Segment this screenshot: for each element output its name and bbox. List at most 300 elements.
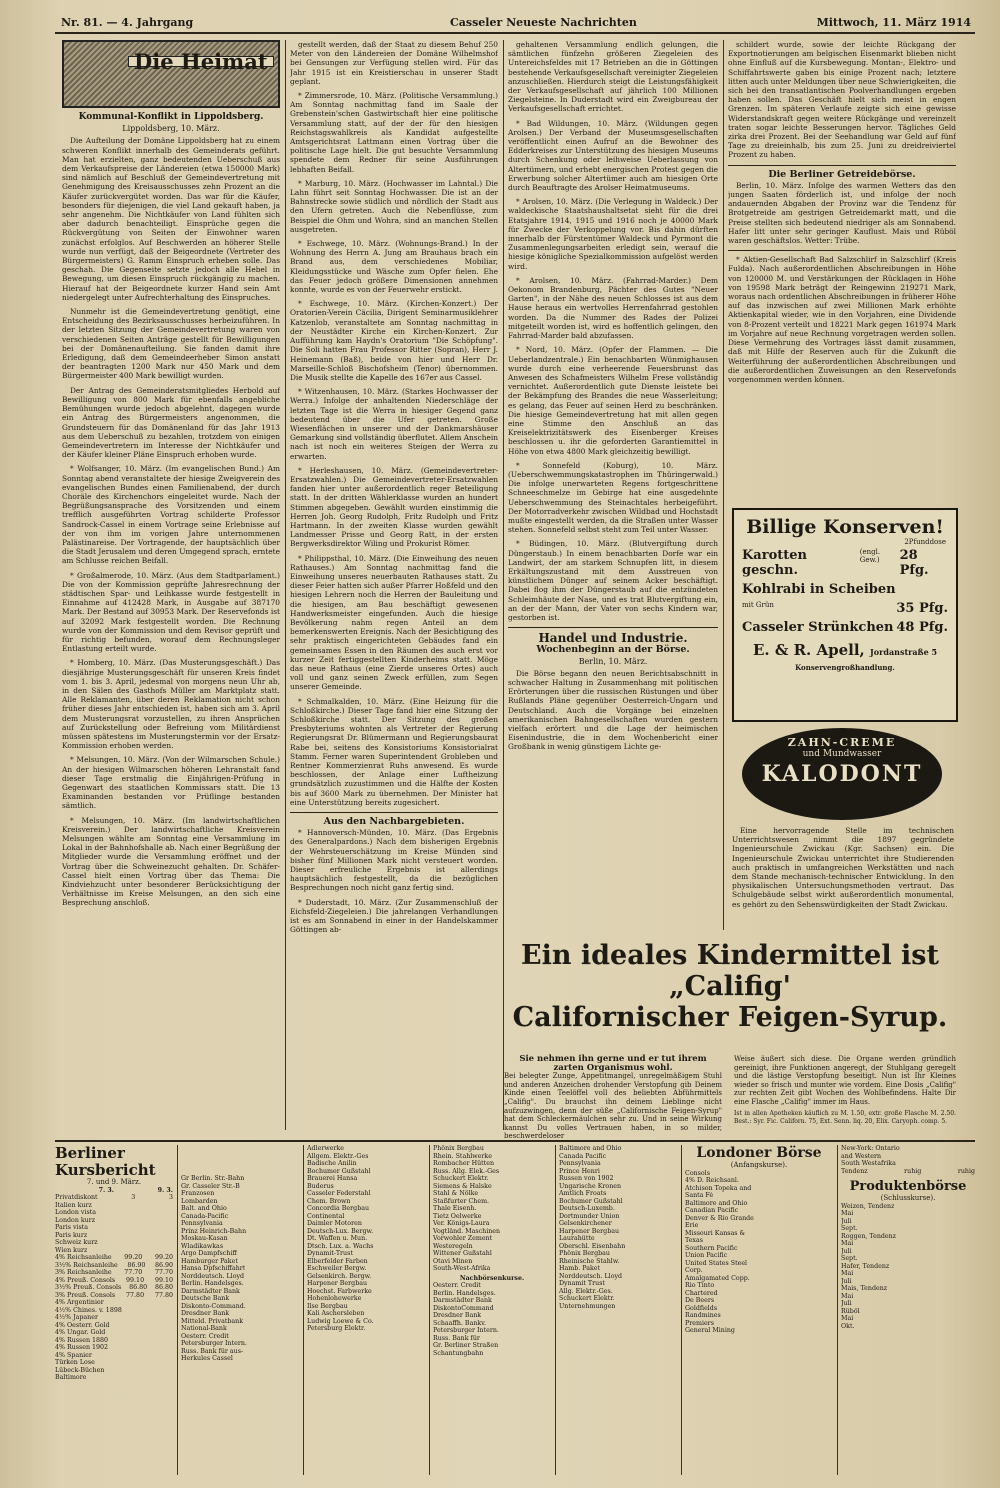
market-row-value [170, 1359, 173, 1367]
paragraph: * Zimmersrode, 10. März. (Politische Versammlung.) Am Sonntag nachmittag fand im Saale der Grebenstein'schen Gastwirtschaft hier eine politische Versammlung statt, auf der der für den hiesigen Reichstagswahlkreis als Kandidat aufgestellte Amtsgerichtsrat Lattmann einen Vortrag über die politische Lage hielt. Die gut besuchte Versammlung spendete dem Redner für seine Ausführungen lebhaften Beifall. [290, 91, 498, 174]
market-row [685, 1290, 833, 1298]
market-row [181, 1288, 299, 1296]
paragraph: Der Antrag des Gemeinderatsmitgliedes Herbold auf Bewilligung von 800 Mark für ebenfalls angebliche Bemühungen wurde jedoch abgelehnt, dagegen wurde ein Antrag des Bürgermeisters angenommen, die Grundsteuern für das Domänenland für das Jahr 1913 aus dem Ueberschuß zu bezahlen, trotzdem von einigen Gemeindevertretern im Interesse der Nichtkäufer und der Käufer kleiner Pläne Einspruch erhoben wurde. [62, 385, 280, 460]
market-row-name: 3% Reichsanleihe [55, 1269, 112, 1276]
market-row [307, 1160, 425, 1168]
market-row [685, 1267, 833, 1275]
market-row-name: Westeregeln [433, 1242, 473, 1250]
market-row-name: South-West-Afrika [433, 1265, 491, 1272]
market-row [685, 1260, 833, 1268]
market-row-name: Berlin. Handelsges. [181, 1280, 244, 1287]
market-row [307, 1273, 425, 1281]
market-row [307, 1175, 425, 1183]
market-row-name: Badische Anilin [307, 1160, 357, 1167]
market-row-value [390, 1295, 393, 1303]
paragraph: * Melsungen, 10. März. (Von der Wilmarschen Schule.) An der hiesigen Wilmarschen höheren Lehranstalt fand dieser Tage erstmalig die Einjährigen-Prüfung in Gegenwart des staatlichen Kommissars statt. Die 13 Examinanden bestanden vor Prüflinge bestanden sämtlich. [62, 755, 280, 811]
market-row-value [258, 1243, 261, 1251]
market-row-value: 99.20 [124, 1254, 143, 1261]
market-row-value [674, 1213, 677, 1221]
market-row-name: 4% Ungar. Gold [55, 1329, 106, 1336]
market-row-value [770, 1320, 773, 1328]
market-row-value [674, 1160, 677, 1168]
market-row [433, 1160, 551, 1168]
market-row-value [645, 1258, 648, 1266]
column-divider [723, 40, 724, 930]
market-row [685, 1192, 833, 1200]
produkten-sub: (Schlusskurse). [880, 1194, 936, 1202]
ad-headline: Billige Konserven! [746, 516, 944, 538]
market-row-name: Oesterr. Credit [433, 1282, 481, 1289]
market-row-name: Deutsch-Lux. Bergw. [307, 1227, 374, 1235]
market-row-value [513, 1282, 516, 1290]
market-row-value: 99.20 [154, 1254, 173, 1261]
market-row-value [422, 1153, 425, 1161]
market-row [841, 1263, 975, 1271]
market-row-value [972, 1285, 975, 1293]
market-row-name: Juli [841, 1217, 852, 1225]
market-row [685, 1230, 833, 1238]
market-row-value [270, 1340, 273, 1348]
market-row-value [636, 1160, 639, 1168]
market-divider [177, 1145, 178, 1475]
market-row-value [296, 1355, 299, 1363]
column-4-bottom [732, 826, 954, 934]
market-row-name: Pennsylvania [181, 1220, 223, 1227]
market-row-name: Allg. Elektr.-Ges. [559, 1287, 613, 1295]
market-row [307, 1228, 425, 1236]
market-row [181, 1265, 299, 1273]
market-row-value [674, 1243, 677, 1251]
market-row-name: Canadian Pacific [685, 1207, 739, 1214]
market-row-value [972, 1240, 975, 1248]
market-row [559, 1258, 677, 1266]
market-row-value [296, 1288, 299, 1296]
market-row-name: Stahl & Nölke [433, 1190, 479, 1197]
market-row [433, 1305, 551, 1313]
market-divider [303, 1145, 304, 1475]
califig-headline-2: Californischer Feigen-Syrup. [512, 1002, 948, 1033]
market-row [559, 1160, 677, 1168]
ad-item [734, 618, 956, 637]
market-row-value [422, 1318, 425, 1326]
market-row-name: Baltimore [55, 1374, 87, 1381]
market-row-value [972, 1210, 975, 1218]
market-row-value [910, 1300, 913, 1308]
market-row [559, 1190, 677, 1198]
market-row-value [170, 1299, 173, 1307]
market-row-name: 4½% Chines. v. 1898 [55, 1306, 122, 1314]
market-row-value [642, 1175, 645, 1183]
market-row [559, 1265, 677, 1273]
market-row-value [548, 1320, 551, 1328]
market-row-name: Corp. [685, 1267, 703, 1274]
market-row-name: Texas [685, 1237, 703, 1244]
market-row [841, 1240, 975, 1248]
market-row [685, 1327, 833, 1335]
market-row-name: Bochumer Gußstahl [559, 1197, 623, 1205]
market-row-value [912, 1323, 915, 1331]
market-row-name: Hoechst. Farbwerke [307, 1287, 372, 1295]
market-row-name: Russ. Bank für [433, 1334, 480, 1342]
market-row [841, 1285, 975, 1293]
market-row-name: Hohenlohewerke [307, 1295, 362, 1302]
market-row-value [972, 1255, 975, 1263]
market-row-name: Herkules Cassel [181, 1355, 233, 1362]
market-row-value [830, 1237, 833, 1245]
market-row-value [138, 1337, 141, 1345]
market-row-name: Dortmunder Union [559, 1212, 620, 1220]
market-row [559, 1220, 677, 1228]
market-row-value [548, 1228, 551, 1236]
market-row [841, 1210, 975, 1218]
market-row-name: and Western [841, 1152, 882, 1160]
market-row-value [422, 1168, 425, 1176]
market-row-value [511, 1205, 514, 1213]
market-row-value [296, 1228, 299, 1236]
market-row-value [830, 1305, 833, 1313]
kurs-rows [55, 1194, 173, 1382]
nachboerse-title: Nachbörsenkurse. [459, 1274, 525, 1282]
market-row [181, 1280, 299, 1288]
market-row [55, 1307, 173, 1315]
market-row-value [131, 1217, 134, 1225]
market-row-value [395, 1190, 398, 1198]
market-row [307, 1183, 425, 1191]
heimat-logo [62, 40, 280, 108]
market-row-value [422, 1228, 425, 1236]
market-row-name: Mai [841, 1315, 854, 1322]
paragraph: Eine hervorragende Stelle im technischen Unterrichtswesen nimmt die 1897 gegründete Ingenieurschule Zwickau (Kgr. Sachsen) ein. Die Ingenieurschule Zwickau unterrichtet ihre Studierenden auch praktisch in umfangreichen Werkstätten und nach dem Stande mechanisch-technischer Entwicklung. In den physikalischen Untersuchungsmethoden vertraut. Das Schulgebäude selbst wirkt außerordentlich monumental, es gehört zu den Sehenswürdigkeiten der Stadt Zwickau. [732, 826, 954, 909]
market-row-value [296, 1250, 299, 1258]
market-row [55, 1299, 173, 1307]
market-row-value [422, 1250, 425, 1258]
market-row-name: Lombarden [181, 1197, 218, 1205]
market-row-name: Rombacher Hütten [433, 1160, 494, 1167]
market-row-value [830, 1260, 833, 1268]
market-row [307, 1243, 425, 1251]
market-row-value [830, 1282, 833, 1290]
market-row-value [765, 1267, 768, 1275]
market-row [433, 1220, 551, 1228]
paragraph: * Marburg, 10. März. (Hochwasser im Lahntal.) Die Lahn führt seit Sonntag Hochwasser. Die ist an der Bahnstrecke sowie südlich und nördlich der Stadt aus den Ufern getreten. Auch die Nebenflüsse, zum Beispiel die Ohm und Wohra, sind an manchen Stellen ausgetreten. [290, 178, 498, 234]
market-row [433, 1250, 551, 1258]
market-row-value [513, 1213, 516, 1221]
market-row-name: Balt. and Ohio [181, 1205, 227, 1212]
market-row-value [548, 1335, 551, 1343]
market-row-name: Prinz Heinrich-Bahn [181, 1227, 247, 1235]
market-row-value [135, 1299, 138, 1307]
market-row-name: Gr. Casseler Str.-B [181, 1182, 240, 1190]
market-row-value [830, 1312, 833, 1320]
market-row-value [128, 1224, 131, 1232]
market-row-value [422, 1160, 425, 1168]
market-row-name: Otavi Minen [433, 1257, 473, 1265]
market-row-value [422, 1198, 425, 1206]
market-row-value [972, 1225, 975, 1233]
market-row-value [265, 1250, 268, 1258]
market-row-value [636, 1265, 639, 1273]
market-row-value [548, 1282, 551, 1290]
market-row-value [393, 1258, 396, 1266]
market-row-value [296, 1220, 299, 1228]
market-row-value [647, 1273, 650, 1281]
market-row-value [830, 1177, 833, 1185]
market-row-name: Eschweiler Bergw. [307, 1265, 367, 1272]
market-row-value [376, 1183, 379, 1191]
market-row-name: Rhein. Stahlwerke [433, 1152, 492, 1160]
market-row-name: Santa Fé [685, 1192, 714, 1199]
market-row-name: Chartered [685, 1289, 718, 1297]
market-row-value [933, 1233, 936, 1241]
market-row [433, 1145, 551, 1153]
market-row-value [548, 1297, 551, 1305]
market-row-value [296, 1243, 299, 1251]
market-row-value [386, 1250, 389, 1258]
market-row-value [170, 1202, 173, 1210]
market-row [181, 1235, 299, 1243]
paragraph: * Sonnefeld (Koburg), 10. März. (Ueberschwemmungskatastrophen im Thüringerwald.) Die infolge unerwarteten Regens fortgeschrittene Schneeschmelze im Gebirge hat eine ausgedehnte Ueberschwemmung des Steinachtales herbeigeführt. Der Motorradverkehr zwischen Wildbad und Hochstadt mußte eingestellt werden, da die Straßen unter Wasser stehen. Sonnefeld selbst steht zum Teil unter Wasser. [508, 460, 718, 535]
section-title: Handel und Industrie. [538, 631, 688, 646]
market-row-name: 3½% Reichsanleihe [55, 1261, 118, 1269]
market-row-value [269, 1303, 272, 1311]
market-row-name: Italien kurz [55, 1201, 92, 1209]
market-row-value [972, 1153, 975, 1161]
market-row-name: Norddeutsch. Lloyd [559, 1272, 623, 1280]
market-row [559, 1198, 677, 1206]
market-row-value [514, 1350, 517, 1358]
market-row-value [972, 1233, 975, 1241]
market-row-value [170, 1329, 173, 1337]
market-divider [681, 1145, 682, 1475]
market-row-name: Harpener Bergbau [559, 1227, 620, 1235]
market-row-value [422, 1183, 425, 1191]
market-row [433, 1213, 551, 1221]
market-row-value [254, 1190, 257, 1198]
market-row-name: Baltimore and Ohio [685, 1199, 748, 1207]
market-row-value [790, 1215, 793, 1223]
market-row [685, 1282, 833, 1290]
market-row [841, 1293, 975, 1301]
califig-subhead: Sie nehmen ihn gerne und er tut ihrem zarten Organismus wohl. [519, 1054, 707, 1073]
market-row-value [296, 1213, 299, 1221]
market-row [433, 1183, 551, 1191]
paragraph: * Großalmerode, 10. März. (Aus dem Stadtparlament.) Die von der Kommission geprüfte Jahresrechnung der städtischen Spar- und Leihkasse wurde festgestellt in Einnahme auf 412428 Mark, in Ausgabe auf 387170 Mark. Der Bestand auf 30953 Mark. Der Reservefonds ist auf 32092 Mark festgestellt worden. Die Rechnung wurde von der Kommission und dem Revisor geprüft und für richtig befunden, worauf dem Rechnungsleger Entlastung erteilt wurde. [62, 570, 280, 654]
market-row-value [422, 1273, 425, 1281]
market-row-name: Paris vista [55, 1224, 89, 1231]
market-row-value [170, 1344, 173, 1352]
market-row-value [674, 1228, 677, 1236]
market-row [55, 1352, 173, 1360]
market-row [685, 1305, 833, 1313]
market-row-name: Ilse Bergbau [307, 1302, 348, 1310]
market-row [181, 1318, 299, 1326]
market-row [433, 1153, 551, 1161]
market-row [433, 1327, 551, 1335]
market-row-name: Southern Pacific [685, 1244, 738, 1252]
paragraph: * Arolsen, 10. März. (Fahrrad-Marder.) Dem Oekonom Brandenburg, Pächter des Gutes "Neuer Garten", in der Nähe des neuen Schlosses ist aus dem Hause heraus ein wertvolles Herrenfahrrad gestohlen worden. Da die Nummer des Rades der Polizei mitgeteilt worden ist, wird es hoffentlich gelingen, den Fahrrad-Marder bald abzufassen. [508, 275, 718, 341]
market-row-name: Vogtländ. Maschinen [433, 1227, 501, 1235]
market-row-value [268, 1318, 271, 1326]
market-row-value [396, 1243, 399, 1251]
market-row [181, 1228, 299, 1236]
market-row-name: Sept. [841, 1225, 858, 1232]
market-row [559, 1205, 677, 1213]
produkten-title: Produktenbörse [849, 1179, 967, 1194]
ad-item-note: (engl. Gew.) [859, 548, 881, 564]
market-row-value [170, 1374, 173, 1382]
market-row-name: Wladikawkas [181, 1242, 224, 1250]
market-row-name: Petersburger Intern. [433, 1327, 499, 1334]
market-row-name: 4% Spanier [55, 1351, 92, 1359]
market-row-value [972, 1145, 975, 1153]
market-row-name: Vorwohler Zement [433, 1235, 493, 1242]
market-row-value [296, 1183, 299, 1191]
market-row-value [781, 1327, 784, 1335]
market-row [559, 1175, 677, 1183]
market-row [307, 1205, 425, 1213]
section-title: Aus den Nachbargebieten. [323, 816, 465, 828]
market-row-name: Weizen, Tendenz [841, 1202, 895, 1210]
issue-number: Nr. 81. — 4. Jahrgang [61, 16, 194, 29]
market-row-value [422, 1288, 425, 1296]
market-row-value [260, 1205, 263, 1213]
market-row-value [772, 1305, 775, 1313]
ad-firm-sub: Konservengroßhandlung. [795, 663, 895, 672]
market-row-name: Harpener Bergbau [307, 1280, 368, 1287]
market-row-name: Paris kurz [55, 1231, 88, 1239]
market-row-value [638, 1280, 641, 1288]
market-row-value [674, 1273, 677, 1281]
market-row [55, 1277, 173, 1285]
market-row-name: 4% Oesterr. Gold [55, 1321, 110, 1329]
section-rule [728, 165, 956, 166]
market-row-value [830, 1230, 833, 1238]
market-column-5 [559, 1145, 677, 1310]
market-row-value [972, 1323, 975, 1331]
market-row-name: Wien kurz [55, 1246, 88, 1254]
market-row-name: New-York: Ontario [841, 1145, 900, 1152]
market-row-value [913, 1255, 916, 1263]
market-row-value [383, 1303, 386, 1311]
market-row [559, 1183, 677, 1191]
market-row-value [422, 1258, 425, 1266]
market-row-value [422, 1280, 425, 1288]
market-row-value [512, 1335, 515, 1343]
market-row [433, 1235, 551, 1243]
market-row [559, 1243, 677, 1251]
market-row-value [830, 1200, 833, 1208]
column-1 [62, 40, 280, 1130]
konserven-advertisement [732, 508, 958, 722]
market-row-name: Prince Henri [559, 1167, 600, 1175]
market-row-value [170, 1217, 173, 1225]
market-row-name: Petersburg Elektr. [307, 1325, 366, 1332]
market-row-value [392, 1310, 395, 1318]
market-row-name: Canada Pacific [559, 1152, 607, 1160]
market-row-value [548, 1312, 551, 1320]
market-row [181, 1273, 299, 1281]
market-row-name: Bochumer Gußstahl [307, 1167, 371, 1175]
market-row-name: Randmines [685, 1312, 721, 1319]
market-row-name: Siemens & Halske [433, 1182, 492, 1190]
market-row-value [296, 1190, 299, 1198]
ad-item-name: Kohlrabi in Scheiben [742, 582, 896, 597]
london-rows [685, 1170, 833, 1335]
califig-advertisement [504, 940, 956, 1045]
kurs-col-label: 9. 3. [157, 1186, 173, 1194]
market-row-name: Hansa Dpfschiffahrt [181, 1265, 246, 1272]
market-row [433, 1243, 551, 1251]
market-row-name: Moskau-Kasan [181, 1235, 228, 1242]
paragraph: * Bad Wildungen, 10. März. (Wildungen gegen Arolsen.) Der Verband der Museumsgesellschaften veröffentlicht einen Aufruf an die Bewohner des Edderkreises zur Unterstützung des hiesigen Museums durch Schenkung oder leihweise Ueberlassung von Altertümern, und erhebt energischen Protest gegen die Erwerbung solcher Altertümer auch am hiesigen Orte durch Beauftragte des Arolser Heimatmuseums. [508, 118, 718, 193]
ad-item-price: 28 Pfg. [899, 548, 929, 578]
market-row-value [422, 1303, 425, 1311]
market-row-value [516, 1320, 519, 1328]
market-row [307, 1280, 425, 1288]
califig-left-text: Bei belegter Zunge, Appetitmangel, unregelmäßigem Stuhl und anderen Anzeichen drohender Verstopfung gib Deinem Kinde einen Teelöffel voll des beliebten Abführmittels „Califig". Du brauchst ihn deinem Lieblinge nicht aufzuzwingen, denn der süße „Californische Feigen-Syrup" hat dem Schleckermäulchen sehr zu. Und in seine Wirkung kannst Du volles Vertrauen haben, in so milder, beschwerdeloser [504, 1072, 722, 1141]
market-row-value [422, 1243, 425, 1251]
market-row [685, 1200, 833, 1208]
market-row-value [132, 1209, 135, 1217]
market-row-value [830, 1275, 833, 1283]
market-row-value [648, 1243, 651, 1251]
market-row [55, 1284, 173, 1292]
market-row-name: London vista [55, 1209, 96, 1216]
market-row [685, 1170, 833, 1178]
market-row-value [772, 1290, 775, 1298]
market-row-value [268, 1280, 271, 1288]
kalodont-advertisement [742, 728, 942, 820]
market-row-name: National-Bank [181, 1325, 227, 1332]
market-row-value: 86.80 [154, 1284, 173, 1291]
paragraph: Nunmehr ist die Gemeindevertretung genötigt, eine Entscheidung des Bezirksausschusses herbeizuführen. In der letzten Sitzung der Gemeindevertretung waren von verschiedenen Seiten Anträge gestellt für Bewilligungen bei der Domänenaufteilung. Sie fanden damit ihre Erledigung, daß dem Gemeindeerheber Simon anstatt der beantragten 1200 Mark nur 450 Mark und dem Bürgermeister 400 Mark bewilligt wurden. [62, 307, 280, 381]
paragraph: * Arolsen, 10. März. (Die Verlegung in Waldeck.) Der waldeckische Staatshaushaltsetat sieht für die drei Etatsjahre 1914, 1915 und 1916 noch je 40000 Mark für Zwecke der Verkoppelung vor. Bis dahin dürften innerhalb der Fürstentümer Waldeck und Pyrmont die Zusammenlegungsarbeiten erledigt sein, werauf die hiesige königliche Spezialkommission aufgelöst werden wird. [508, 197, 718, 271]
market-row-value [934, 1145, 937, 1153]
market-row-value [296, 1265, 299, 1273]
market-row-name: Juli [841, 1247, 852, 1255]
market-row-name: Pennsylvania [559, 1160, 601, 1167]
market-row-value [674, 1183, 677, 1191]
kurs-col-label: 7. 3. [98, 1186, 114, 1194]
market-row-value [296, 1198, 299, 1206]
market-row [307, 1325, 425, 1333]
market-row-value [972, 1263, 975, 1271]
market-row-value [972, 1315, 975, 1323]
market-row-value [548, 1305, 551, 1313]
market-row-value [674, 1288, 677, 1296]
market-row-value [913, 1225, 916, 1233]
market-row-value [517, 1175, 520, 1183]
ad-item-name: Casseler Strünkchen [742, 620, 894, 635]
market-row-name: Oberschl. Eisenbahn [559, 1242, 626, 1250]
market-row-value [774, 1312, 777, 1320]
market-row-name: Union Pacific [685, 1252, 728, 1259]
market-row-value [388, 1175, 391, 1183]
market-row-name: 4% Reichsanleihe [55, 1254, 112, 1261]
market-row-name: Tendenz [841, 1167, 868, 1175]
market-row-value [422, 1235, 425, 1243]
market-row-value [932, 1203, 935, 1211]
market-row [559, 1288, 677, 1296]
market-row-value [422, 1190, 425, 1198]
market-row-name: Goldfields [685, 1304, 718, 1312]
market-row-value [548, 1290, 551, 1298]
market-row-value: 3 [131, 1194, 136, 1201]
market-row-name: Russ. Bank für aus- [181, 1347, 244, 1355]
ad-item [734, 580, 956, 599]
market-row [559, 1235, 677, 1243]
market-row [841, 1300, 975, 1308]
